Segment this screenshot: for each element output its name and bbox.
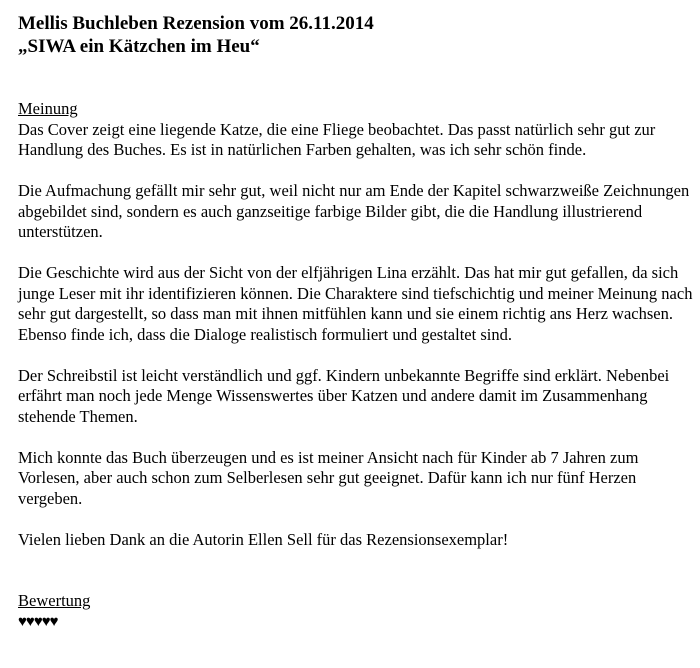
spacer xyxy=(18,550,694,591)
heart-icon: ♥ xyxy=(18,613,26,630)
heart-rating xyxy=(18,612,694,632)
paragraph-style: Der Schreibstil ist leicht verständlich und ggf. Kindern unbekannte Begriffe sind erklärt. Nebenbei erfährt man noch jede Menge Wissenswertes über Katzen und andere damit im Zusammenhang stehende Themen. xyxy=(18,365,670,426)
review-title-line-2: „SIWA ein Kätzchen im Heu“ xyxy=(18,36,260,57)
spacer xyxy=(18,345,694,366)
heart-icon: ♥ xyxy=(41,613,50,630)
spacer xyxy=(18,58,694,99)
spacer xyxy=(18,427,694,448)
paragraph-thanks: Vielen lieben Dank an die Autorin Ellen Sell für das Rezensionsexemplar! xyxy=(18,529,509,549)
spacer xyxy=(18,161,694,182)
paragraph-cover: Das Cover zeigt eine liegende Katze, die eine Fliege beobachtet. Das passt natürlich sehr gut zur Handlung des Buches. Es ist in natürlichen Farben gehalten, was ich sehr schön finde. xyxy=(18,119,656,159)
paragraph-verdict: Mich konnte das Buch überzeugen und es ist meiner Ansicht nach für Kinder ab 7 Jahren zum Vorlesen, aber auch schon zum Selberlesen sehr gut geeignet. Dafür kann ich nur fünf Herzen vergeben. xyxy=(18,447,639,508)
spacer xyxy=(18,509,694,530)
heart-icon: ♥ xyxy=(49,613,58,630)
heart-icon: ♥ xyxy=(33,613,42,630)
spacer xyxy=(18,243,694,264)
review-title-line-1: Mellis Buchleben Rezension vom 26.11.2014 xyxy=(18,13,374,34)
paragraph-story: Die Geschichte wird aus der Sicht von der elfjährigen Lina erzählt. Das hat mir gut gefallen, da sich junge Leser mit ihr identifizieren können. Die Charaktere sind tiefschichtig und meiner Meinung nach sehr gut dargestellt, so dass man mit ihnen mitfühlen kann und sie einem richtig ans Herz wachsen. Ebenso finde ich, dass die Dialoge realistisch formuliert und gestaltet sind. xyxy=(18,263,693,344)
review-document xyxy=(18,12,694,632)
opinion-heading: Meinung xyxy=(18,99,78,118)
heart-icon: ♥ xyxy=(25,613,34,630)
paragraph-design: Die Aufmachung gefällt mir sehr gut, weil nicht nur am Ende der Kapitel schwarzweiße Zeichnungen abgebildet sind, sondern es auch ganzseitige farbige Bilder gibt, die die Handlung illustrierend unterstützen. xyxy=(18,181,690,241)
rating-heading: Bewertung xyxy=(18,591,91,610)
